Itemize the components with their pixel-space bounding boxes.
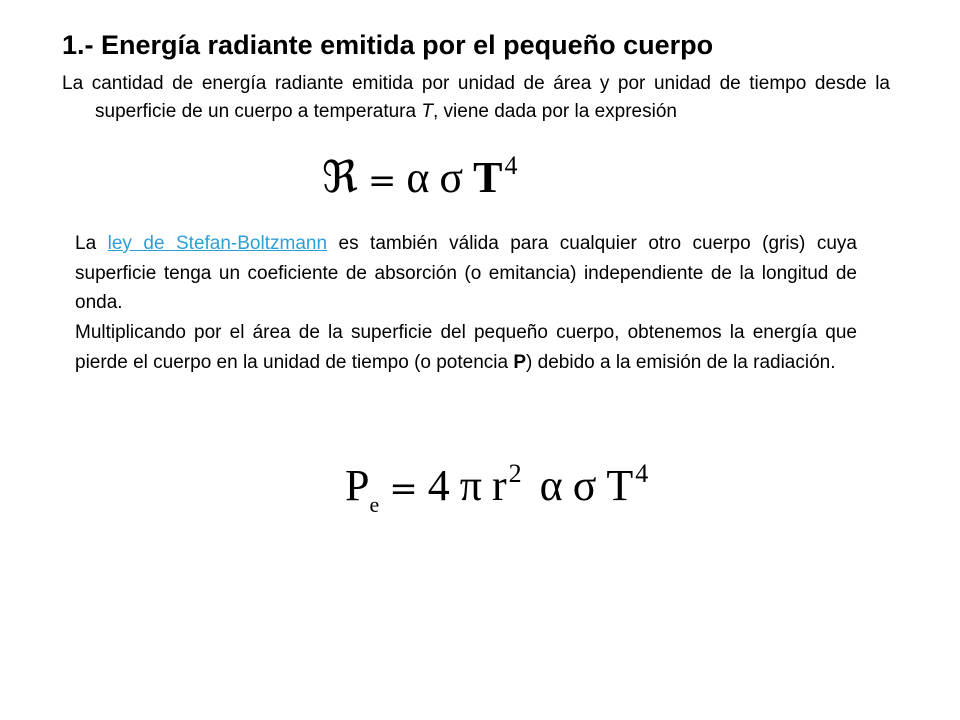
pi-symbol: π bbox=[459, 461, 482, 510]
emission-subscript: e bbox=[369, 492, 380, 517]
intro-text: La cantidad de energía radiante emitida por unidad de área y por unidad de tiempo desde la superficie de un cuerpo a temperatura bbox=[62, 73, 890, 122]
temperature-symbol: T bbox=[473, 153, 503, 202]
power-paragraph bbox=[75, 318, 857, 377]
alpha-symbol: α bbox=[406, 153, 430, 202]
temperature-symbol: T bbox=[606, 461, 634, 510]
equals-sign: = bbox=[389, 469, 418, 509]
stefan-boltzmann-paragraph bbox=[75, 229, 857, 318]
radiance-symbol: ℜ bbox=[322, 153, 358, 202]
slide-title: 1.- Energía radiante emitida por el pequeño cuerpo bbox=[62, 30, 714, 60]
intro-paragraph bbox=[62, 70, 890, 126]
intro-text-end: , viene dada por la expresión bbox=[432, 101, 677, 122]
stefan-boltzmann-link[interactable]: ley de Stefan-Boltzmann bbox=[107, 233, 328, 254]
equals-sign: = bbox=[367, 161, 397, 201]
coefficient-four: 4 bbox=[427, 461, 450, 510]
para1-prefix: La bbox=[75, 233, 108, 254]
power-formula bbox=[345, 459, 649, 517]
para2-text: Multiplicando por el área de la superficie del pequeño cuerpo, obtenemos la energía que pierde el cuerpo en la unidad de tiempo (o potencia bbox=[75, 322, 857, 373]
para2-text-end: ) debido a la emisión de la radiación. bbox=[526, 351, 836, 373]
power-symbol: P bbox=[513, 351, 527, 373]
temperature-exponent: 4 bbox=[635, 459, 649, 488]
power-P-symbol: P bbox=[345, 461, 370, 510]
sigma-symbol: σ bbox=[439, 153, 464, 202]
radiance-formula bbox=[322, 152, 517, 203]
exponent: 4 bbox=[504, 151, 518, 180]
intro-temperature-symbol: T bbox=[421, 101, 433, 122]
alpha-symbol: α bbox=[539, 461, 563, 510]
radius-exponent: 2 bbox=[508, 459, 522, 488]
para1-text: es también válida para cualquier otro cuerpo (gris) cuya superficie tenga un coeficiente de absorción (o emitancia) independiente de la longitud de onda. bbox=[75, 233, 857, 313]
sigma-symbol: σ bbox=[572, 461, 597, 510]
radius-symbol: r bbox=[491, 461, 507, 510]
